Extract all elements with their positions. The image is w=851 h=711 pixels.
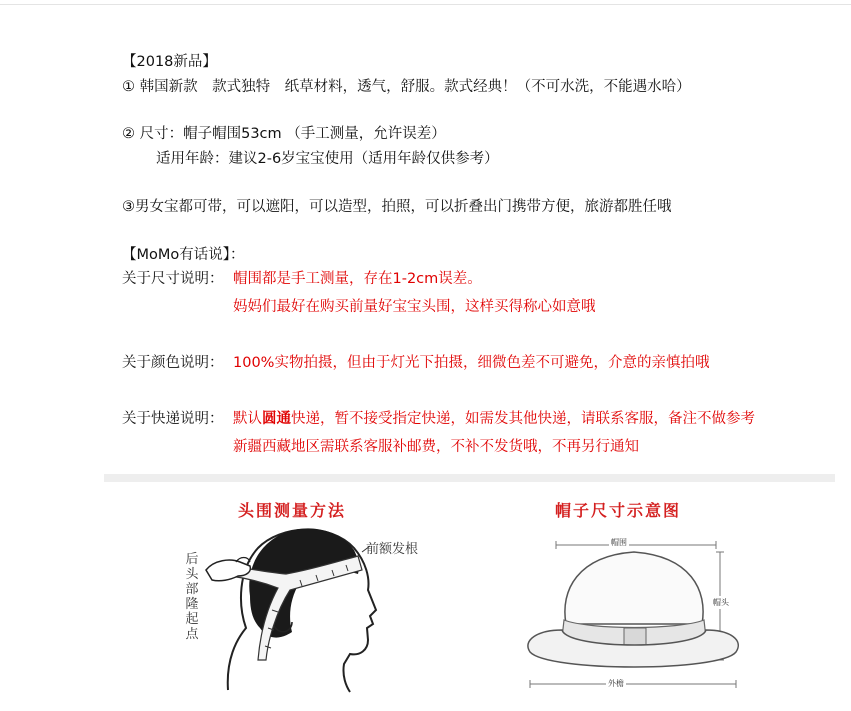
hat-band-knot (624, 628, 646, 646)
hat-height-label: 帽头 (713, 598, 729, 607)
momo-title: 【MoMo有话说】： (122, 247, 245, 263)
note-usage: ③男女宝都可带，可以遮阳，可以造型，拍照，可以折叠出门携带方便，旅游都胜任哦 (122, 199, 672, 215)
courier-name: 圆通 (262, 411, 291, 427)
brim-label: 外檐 (608, 679, 624, 688)
shipping-policy-text: 快递，暂不接受指定快递，如需发其他快递，请联系客服，备注不做参考 (291, 411, 755, 427)
head-diagram-title: 头围测量方法 (238, 501, 347, 520)
hat-diagram-title: 帽子尺寸示意图 (555, 501, 682, 520)
note-size: ② 尺寸：帽子帽围53cm （手工测量，允许误差） (122, 126, 446, 142)
shipping-note-line2: 新疆西藏地区需联系客服补邮费，不补不发货哦，不再另行通知 (233, 439, 639, 455)
hat-crown (565, 552, 703, 624)
new-item-header: 【2018新品】 (122, 54, 217, 70)
note-style: ① 韩国新款 款式独特 纸草材料，透气，舒服。款式经典！（不可水洗，不能遇水哈） (122, 79, 691, 95)
shipping-note-label: 关于快递说明： (122, 411, 224, 427)
color-note-line1: 100%实物拍摄，但由于灯光下拍摄，细微色差不可避免，介意的亲慎拍哦 (233, 355, 710, 371)
color-note-label: 关于颜色说明： (122, 355, 224, 371)
shipping-default-text: 默认 (233, 411, 262, 427)
circumference-label: 帽围 (611, 538, 627, 547)
size-note-line1: 帽围都是手工测量，存在1-2cm误差。 (233, 271, 482, 287)
size-note-label: 关于尺寸说明： (122, 271, 224, 287)
note-age: 适用年龄：建议2-6岁宝宝使用（适用年龄仅供参考） (156, 151, 499, 167)
back-head-label: 后头部隆起点 (185, 552, 199, 642)
size-note-line2: 妈妈们最好在购买前量好宝宝头围，这样买得称心如意哦 (233, 299, 596, 315)
front-hairline-label: 前额发根 (366, 542, 419, 557)
